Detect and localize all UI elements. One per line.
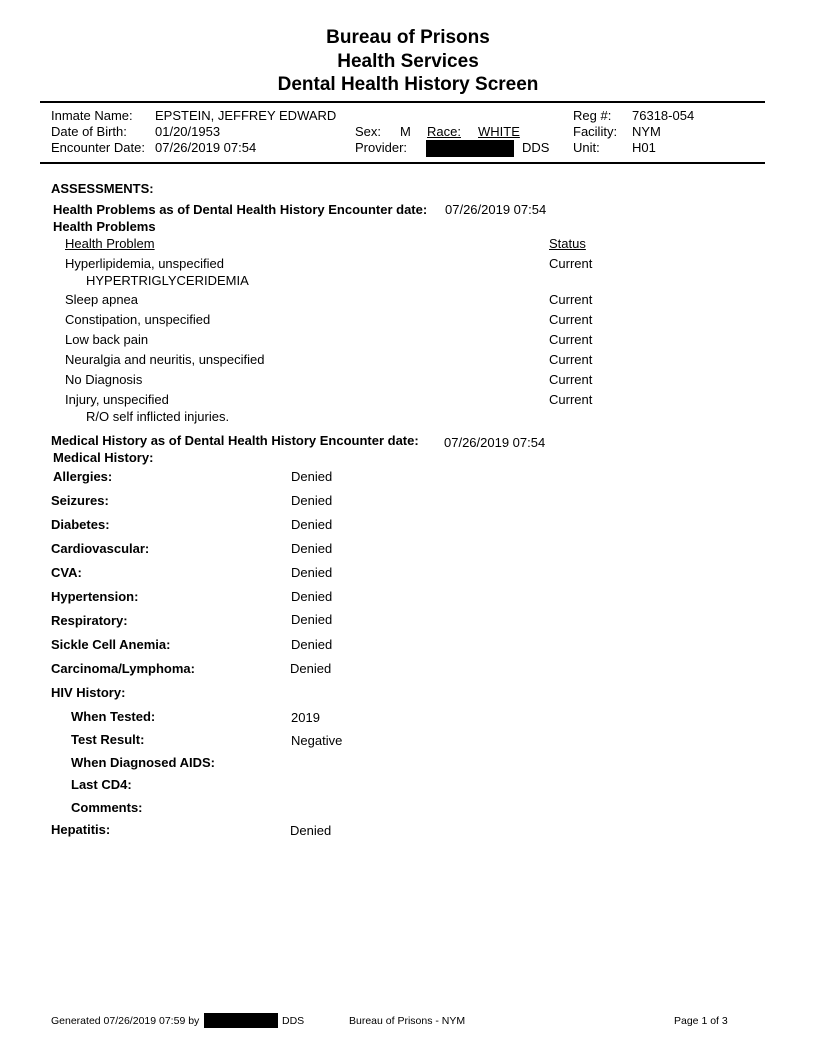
- hiv-label: When Tested:: [71, 709, 156, 724]
- history-label: Cardiovascular:: [51, 541, 150, 556]
- hepatitis-label: Hepatitis:: [51, 822, 111, 837]
- dob-label: Date of Birth:: [51, 124, 127, 139]
- footer-generated-suffix: DDS: [282, 1015, 305, 1027]
- race-label: Race:: [427, 124, 461, 139]
- col-status: Status: [549, 236, 586, 251]
- history-value: Denied: [291, 565, 333, 580]
- history-label: Diabetes:: [51, 517, 110, 532]
- redaction-box: [426, 140, 514, 157]
- problem-name: Hyperlipidemia, unspecified: [65, 256, 224, 271]
- health-problems-heading: Health Problems as of Dental Health History Encounter date:: [53, 202, 428, 217]
- history-value: Denied: [291, 612, 333, 627]
- hiv-label: Test Result:: [71, 732, 145, 747]
- problem-name: Constipation, unspecified: [65, 312, 211, 327]
- page-subtitle: Health Services: [337, 51, 479, 72]
- problem-note: HYPERTRIGLYCERIDEMIA: [86, 273, 249, 288]
- problem-status: Current: [549, 256, 593, 271]
- history-label: Sickle Cell Anemia:: [51, 637, 171, 652]
- history-value: Denied: [291, 637, 333, 652]
- provider-suffix: DDS: [522, 140, 550, 155]
- reg-value: 76318-054: [632, 108, 695, 123]
- health-problems-subheading: Health Problems: [53, 219, 156, 234]
- problem-name: No Diagnosis: [65, 372, 143, 387]
- problem-name: Neuralgia and neuritis, unspecified: [65, 352, 265, 367]
- problem-name: Low back pain: [65, 332, 149, 347]
- history-value: Denied: [291, 469, 333, 484]
- problem-status: Current: [549, 372, 593, 387]
- footer-generated: Generated 07/26/2019 07:59 by: [51, 1015, 200, 1027]
- sex-label: Sex:: [355, 124, 382, 139]
- problem-note: R/O self inflicted injuries.: [86, 409, 230, 424]
- problem-status: Current: [549, 332, 593, 347]
- medical-history-date: 07/26/2019 07:54: [444, 435, 546, 450]
- problem-status: Current: [549, 352, 593, 367]
- inmate-name-label: Inmate Name:: [51, 108, 133, 123]
- unit-value: H01: [632, 140, 656, 155]
- medical-history-subheading: Medical History:: [53, 450, 154, 465]
- unit-label: Unit:: [573, 140, 600, 155]
- hiv-value: 2019: [291, 710, 320, 725]
- problem-status: Current: [549, 392, 593, 407]
- medical-history-heading: Medical History as of Dental Health History Encounter date:: [51, 433, 419, 448]
- history-value: Denied: [291, 541, 333, 556]
- health-problems-date: 07/26/2019 07:54: [445, 202, 547, 217]
- problem-name: Sleep apnea: [65, 292, 139, 307]
- history-value: Denied: [291, 589, 333, 604]
- footer-page-number: Page 1 of 3: [674, 1015, 728, 1027]
- assessments-heading: ASSESSMENTS:: [51, 181, 154, 196]
- facility-value: NYM: [632, 124, 661, 139]
- inmate-name: EPSTEIN, JEFFREY EDWARD: [155, 108, 337, 123]
- provider-label: Provider:: [355, 140, 408, 155]
- document-title: Dental Health History Screen: [277, 74, 539, 95]
- dob-value: 01/20/1953: [155, 124, 221, 139]
- sex-value: M: [400, 124, 411, 139]
- hepatitis-value: Denied: [290, 823, 332, 838]
- history-value: Denied: [290, 661, 332, 676]
- history-value: Denied: [291, 493, 333, 508]
- history-value: Denied: [291, 517, 333, 532]
- col-health-problem: Health Problem: [65, 236, 155, 251]
- header-top-rule: [40, 101, 765, 103]
- page-title: Bureau of Prisons: [326, 27, 490, 48]
- encounter-value: 07/26/2019 07:54: [155, 140, 257, 155]
- history-label: Seizures:: [51, 493, 109, 508]
- reg-label: Reg #:: [573, 108, 612, 123]
- history-label: CVA:: [51, 565, 82, 580]
- race-value: WHITE: [478, 124, 520, 139]
- hiv-value: Negative: [291, 733, 343, 748]
- history-label: Hypertension:: [51, 589, 139, 604]
- problem-status: Current: [549, 312, 593, 327]
- hiv-label: Comments:: [71, 800, 143, 815]
- header-bottom-rule: [40, 162, 765, 164]
- hiv-label: Last CD4:: [71, 777, 132, 792]
- hiv-label: When Diagnosed AIDS:: [71, 755, 215, 770]
- problem-status: Current: [549, 292, 593, 307]
- problem-name: Injury, unspecified: [65, 392, 169, 407]
- history-label: HIV History:: [51, 685, 126, 700]
- footer-redaction-box: [204, 1013, 278, 1028]
- encounter-label: Encounter Date:: [51, 140, 145, 155]
- history-label: Respiratory:: [51, 613, 128, 628]
- footer-center: Bureau of Prisons - NYM: [349, 1015, 466, 1027]
- facility-label: Facility:: [573, 124, 618, 139]
- history-label: Allergies:: [53, 469, 113, 484]
- history-label: Carcinoma/Lymphoma:: [51, 661, 195, 676]
